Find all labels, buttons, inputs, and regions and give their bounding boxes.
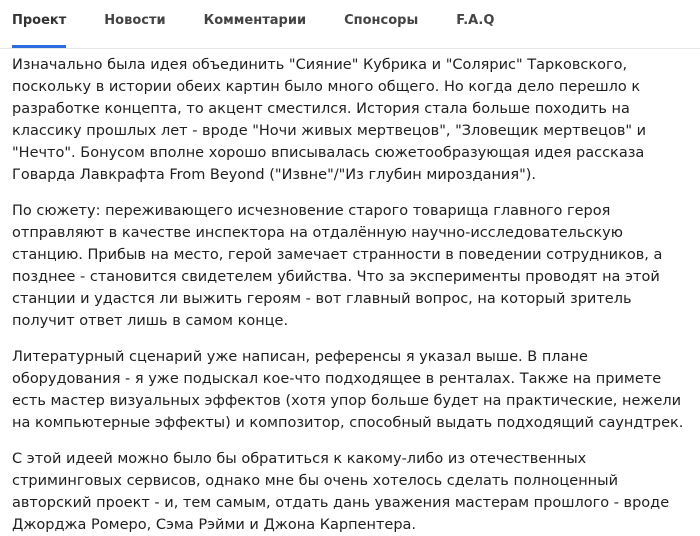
tab-comments[interactable]: Комментарии [203,13,307,28]
description-paragraph-1: Изначально была идея объединить "Сияние" Кубрика и "Солярис" Тарковского, поскольку в истории обеих картин было много общего. Но когда дело перешло к разработке концепта, то акцент сместился. История стала больше походить на классику прошлых лет - вроде "Ночи живых мертвецов", "Зловещик мертвецов" и "Нечто". Бонусом вполне хорошо вписывалась сюжетообразующая идея рассказа Говарда Лавкрафта From Beyond ("Извне"/"Из глубин мироздания"). [12,57,647,183]
tab-faq[interactable]: F.A.Q [456,13,495,28]
description-paragraph-3: Литературный сценарий уже написан, референсы я указал выше. В плане оборудования - я уже подыскал кое-что подходящее в ренталах. Также на примете есть мастер визуальных эффектов (хотя упор больше будет на практические, нежели на компьютерные эффекты) и композитор, способный выдать подходящий саундтрек. [12,349,684,431]
tab-bar [0,0,700,49]
tab-project[interactable]: Проект [12,0,66,28]
description-paragraph-2: По сюжету: переживающего исчезновение старого товарища главного героя отправляют в качестве инспектора на отдалённую научно-исследовательскую станцию. Прибыв на место, герой замечает странности в поведении сотрудников, а позднее - становится свидетелем убийства. Что за эксперименты проводят на этой станции и удастся ли выжить героям - вот главный вопрос, на который зритель получит ответ лишь в самом конце. [12,203,663,329]
project-description [0,49,700,536]
tab-sponsors[interactable]: Спонсоры [344,13,419,28]
description-paragraph-4: С этой идеей можно было бы обратиться к какому-либо из отечественных стриминговых сервисов, однако мне бы очень хотелось сделать полноценный авторский проект - и, тем самым, отдать дань уважения мастерам прошлого - вроде Джорджа Ромеро, Сэма Рэйми и Джона Карпентера. [12,451,670,533]
tab-news[interactable]: Новости [104,13,166,28]
